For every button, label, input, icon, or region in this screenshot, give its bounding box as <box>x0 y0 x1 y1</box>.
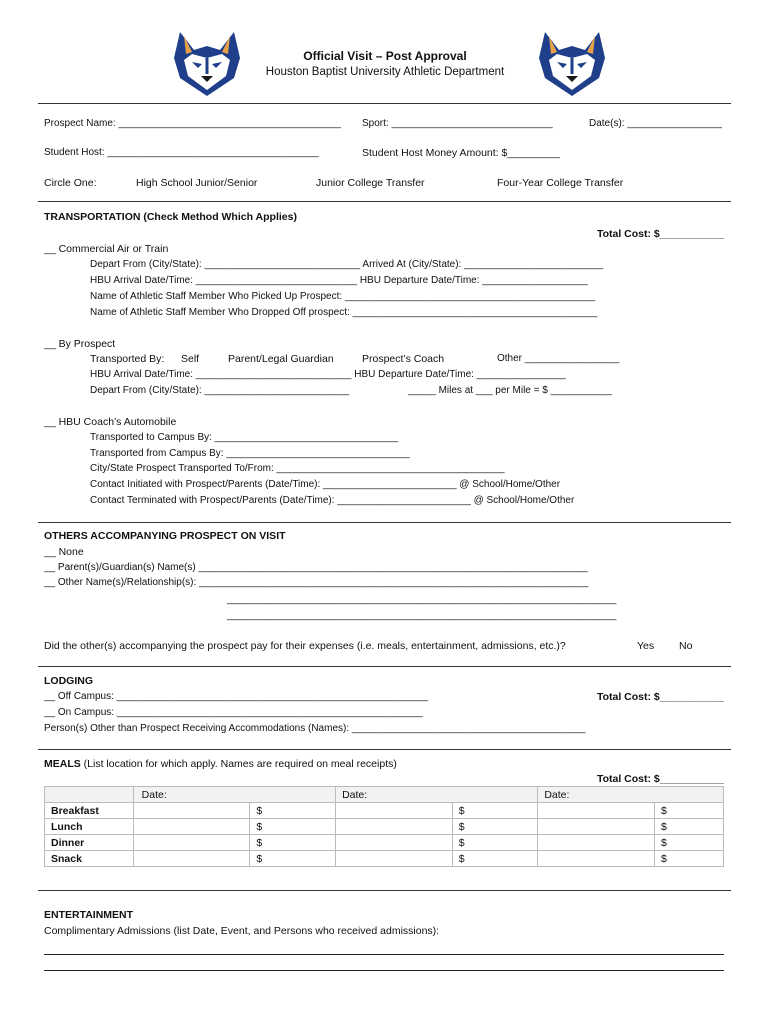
divider <box>38 201 731 202</box>
meal-cost-cell[interactable]: $ <box>250 819 336 835</box>
other-names-line[interactable]: ______________________________________________________________________ <box>227 594 617 605</box>
table-row <box>45 819 724 835</box>
air-arrival-field[interactable]: HBU Arrival Date/Time: _____________________________ HBU Departure Date/Time: ___________________ <box>90 275 588 286</box>
date-column-2[interactable] <box>336 787 538 803</box>
meal-location-cell[interactable] <box>336 835 453 851</box>
air-dropped-off-field[interactable]: Name of Athletic Staff Member Who Dropped Off prospect: ____________________________________________ <box>90 307 598 318</box>
contact-terminated-field[interactable]: Contact Terminated with Prospect/Parents (Date/Time): ________________________ @ School/Home/Other <box>90 495 575 506</box>
divider <box>38 890 731 891</box>
meal-cost-cell[interactable]: $ <box>250 803 336 819</box>
meals-total-cost[interactable]: Total Cost: $___________ <box>596 773 724 785</box>
meal-cost-cell[interactable]: $ <box>452 819 538 835</box>
table-row <box>45 803 724 819</box>
date-label: Date: <box>544 788 570 801</box>
date-column-3[interactable] <box>538 787 724 803</box>
coach-auto-option[interactable]: __ HBU Coach’s Automobile <box>44 416 177 428</box>
meal-cost-cell[interactable]: $ <box>655 835 724 851</box>
option-parent[interactable]: Parent/Legal Guardian <box>228 353 334 365</box>
prospect-depart-field[interactable]: Depart From (City/State): __________________________ <box>90 385 350 396</box>
table-row <box>45 851 724 867</box>
entertainment-heading: ENTERTAINMENT <box>44 909 134 921</box>
meal-location-cell[interactable] <box>538 819 655 835</box>
air-depart-field[interactable]: Depart From (City/State): ____________________________ Arrived At (City/State): _________________________ <box>90 259 604 270</box>
meal-cost-cell[interactable]: $ <box>452 851 538 867</box>
meal-location-cell[interactable] <box>538 835 655 851</box>
dates-field[interactable]: Date(s): _________________ <box>589 118 722 129</box>
meal-cost-cell[interactable]: $ <box>655 819 724 835</box>
commercial-air-option[interactable]: __ Commercial Air or Train <box>44 243 169 255</box>
meal-cost-cell[interactable]: $ <box>452 803 538 819</box>
meal-location-cell[interactable] <box>133 835 250 851</box>
meal-label: Lunch <box>45 819 134 835</box>
header-blank <box>45 787 134 803</box>
student-host-field[interactable]: Student Host: ______________________________________ <box>44 147 319 158</box>
contact-initiated-field[interactable]: Contact Initiated with Prospect/Parents (Date/Time): ________________________ @ School/Home/Other <box>90 479 561 490</box>
divider <box>38 522 731 523</box>
by-prospect-option[interactable]: __ By Prospect <box>44 338 116 350</box>
meal-label: Dinner <box>45 835 134 851</box>
meal-cost-cell[interactable]: $ <box>250 851 336 867</box>
meal-cost-cell[interactable]: $ <box>655 803 724 819</box>
circle-one-label: Circle One: <box>44 177 97 189</box>
option-junior-college[interactable]: Junior College Transfer <box>316 177 425 189</box>
transportation-heading: TRANSPORTATION (Check Method Which Applies) <box>44 211 297 223</box>
prospect-arrival-field[interactable]: HBU Arrival Date/Time: ____________________________ HBU Departure Date/Time: ________________ <box>90 369 566 380</box>
sport-field[interactable]: Sport: _____________________________ <box>362 118 553 129</box>
meal-location-cell[interactable] <box>133 851 250 867</box>
meal-location-cell[interactable] <box>336 819 453 835</box>
meal-location-cell[interactable] <box>336 851 453 867</box>
transported-by-label: Transported By: <box>90 353 165 365</box>
meal-cost-cell[interactable]: $ <box>655 851 724 867</box>
on-campus-field[interactable]: __ On Campus: _______________________________________________________ <box>44 707 423 718</box>
option-high-school[interactable]: High School Junior/Senior <box>136 177 258 189</box>
others-heading: OTHERS ACCOMPANYING PROSPECT ON VISIT <box>44 530 286 542</box>
meal-location-cell[interactable] <box>538 851 655 867</box>
meal-label: Breakfast <box>45 803 134 819</box>
option-four-year[interactable]: Four-Year College Transfer <box>497 177 624 189</box>
table-row <box>45 835 724 851</box>
meal-location-cell[interactable] <box>336 803 453 819</box>
entertainment-instructions: Complimentary Admissions (list Date, Event, and Persons who received admissions): <box>44 925 440 937</box>
date-label: Date: <box>141 788 167 801</box>
city-state-field[interactable]: City/State Prospect Transported To/From: _________________________________________ <box>90 463 505 474</box>
transported-from-field[interactable]: Transported from Campus By: _________________________________ <box>90 448 410 459</box>
meal-location-cell[interactable] <box>133 819 250 835</box>
husky-logo-left <box>170 28 244 98</box>
meals-heading-bold: MEALS <box>44 758 81 770</box>
expenses-question: Did the other(s) accompanying the prospect pay for their expenses (i.e. meals, entertainment, admissions, etc.)? <box>44 640 566 652</box>
form-title: Official Visit – Post Approval <box>303 49 467 63</box>
lodging-total-cost[interactable]: Total Cost: $___________ <box>596 691 724 703</box>
accommodations-field[interactable]: Person(s) Other than Prospect Receiving Accommodations (Names): __________________________________________ <box>44 723 586 734</box>
option-other[interactable]: Other _________________ <box>497 353 620 364</box>
other-names-field[interactable]: __ Other Name(s)/Relationship(s): ______________________________________________________________________ <box>44 577 589 588</box>
entertainment-line[interactable] <box>44 954 724 955</box>
entertainment-line[interactable] <box>44 970 724 971</box>
meal-cost-cell[interactable]: $ <box>452 835 538 851</box>
prospect-name-field[interactable]: Prospect Name: ________________________________________ <box>44 118 341 129</box>
off-campus-field[interactable]: __ Off Campus: ________________________________________________________ <box>44 691 429 702</box>
option-coach[interactable]: Prospect’s Coach <box>362 353 445 365</box>
husky-logo-right <box>535 28 609 98</box>
date-label: Date: <box>342 788 368 801</box>
divider <box>38 103 731 104</box>
air-picked-up-field[interactable]: Name of Athletic Staff Member Who Picked Up Prospect: _____________________________________________ <box>90 291 596 302</box>
transport-total-cost[interactable]: Total Cost: $___________ <box>596 228 724 240</box>
meals-table <box>44 786 724 867</box>
meals-table-header <box>45 787 724 803</box>
divider <box>38 749 731 750</box>
date-column-1[interactable] <box>133 787 335 803</box>
meal-location-cell[interactable] <box>133 803 250 819</box>
answer-yes[interactable]: Yes <box>637 640 655 652</box>
meal-label: Snack <box>45 851 134 867</box>
parents-names-field[interactable]: __ Parent(s)/Guardian(s) Name(s) ______________________________________________________________________ <box>44 562 588 573</box>
host-money-field[interactable]: Student Host Money Amount: $_________ <box>362 147 560 159</box>
meals-heading-note: (List location for which apply. Names are required on meal receipts) <box>80 758 397 770</box>
others-none-option[interactable]: __ None <box>44 546 84 558</box>
other-names-line[interactable]: ______________________________________________________________________ <box>227 610 617 621</box>
option-self[interactable]: Self <box>181 353 200 365</box>
answer-no[interactable]: No <box>679 640 693 652</box>
meal-cost-cell[interactable]: $ <box>250 835 336 851</box>
transported-to-field[interactable]: Transported to Campus By: _________________________________ <box>90 432 399 443</box>
meals-heading <box>44 758 397 770</box>
miles-field[interactable]: _____ Miles at ___ per Mile = $ ___________ <box>408 385 612 396</box>
form-subtitle: Houston Baptist University Athletic Department <box>265 66 505 78</box>
lodging-heading: LODGING <box>44 675 93 687</box>
meal-location-cell[interactable] <box>538 803 655 819</box>
divider <box>38 666 731 667</box>
